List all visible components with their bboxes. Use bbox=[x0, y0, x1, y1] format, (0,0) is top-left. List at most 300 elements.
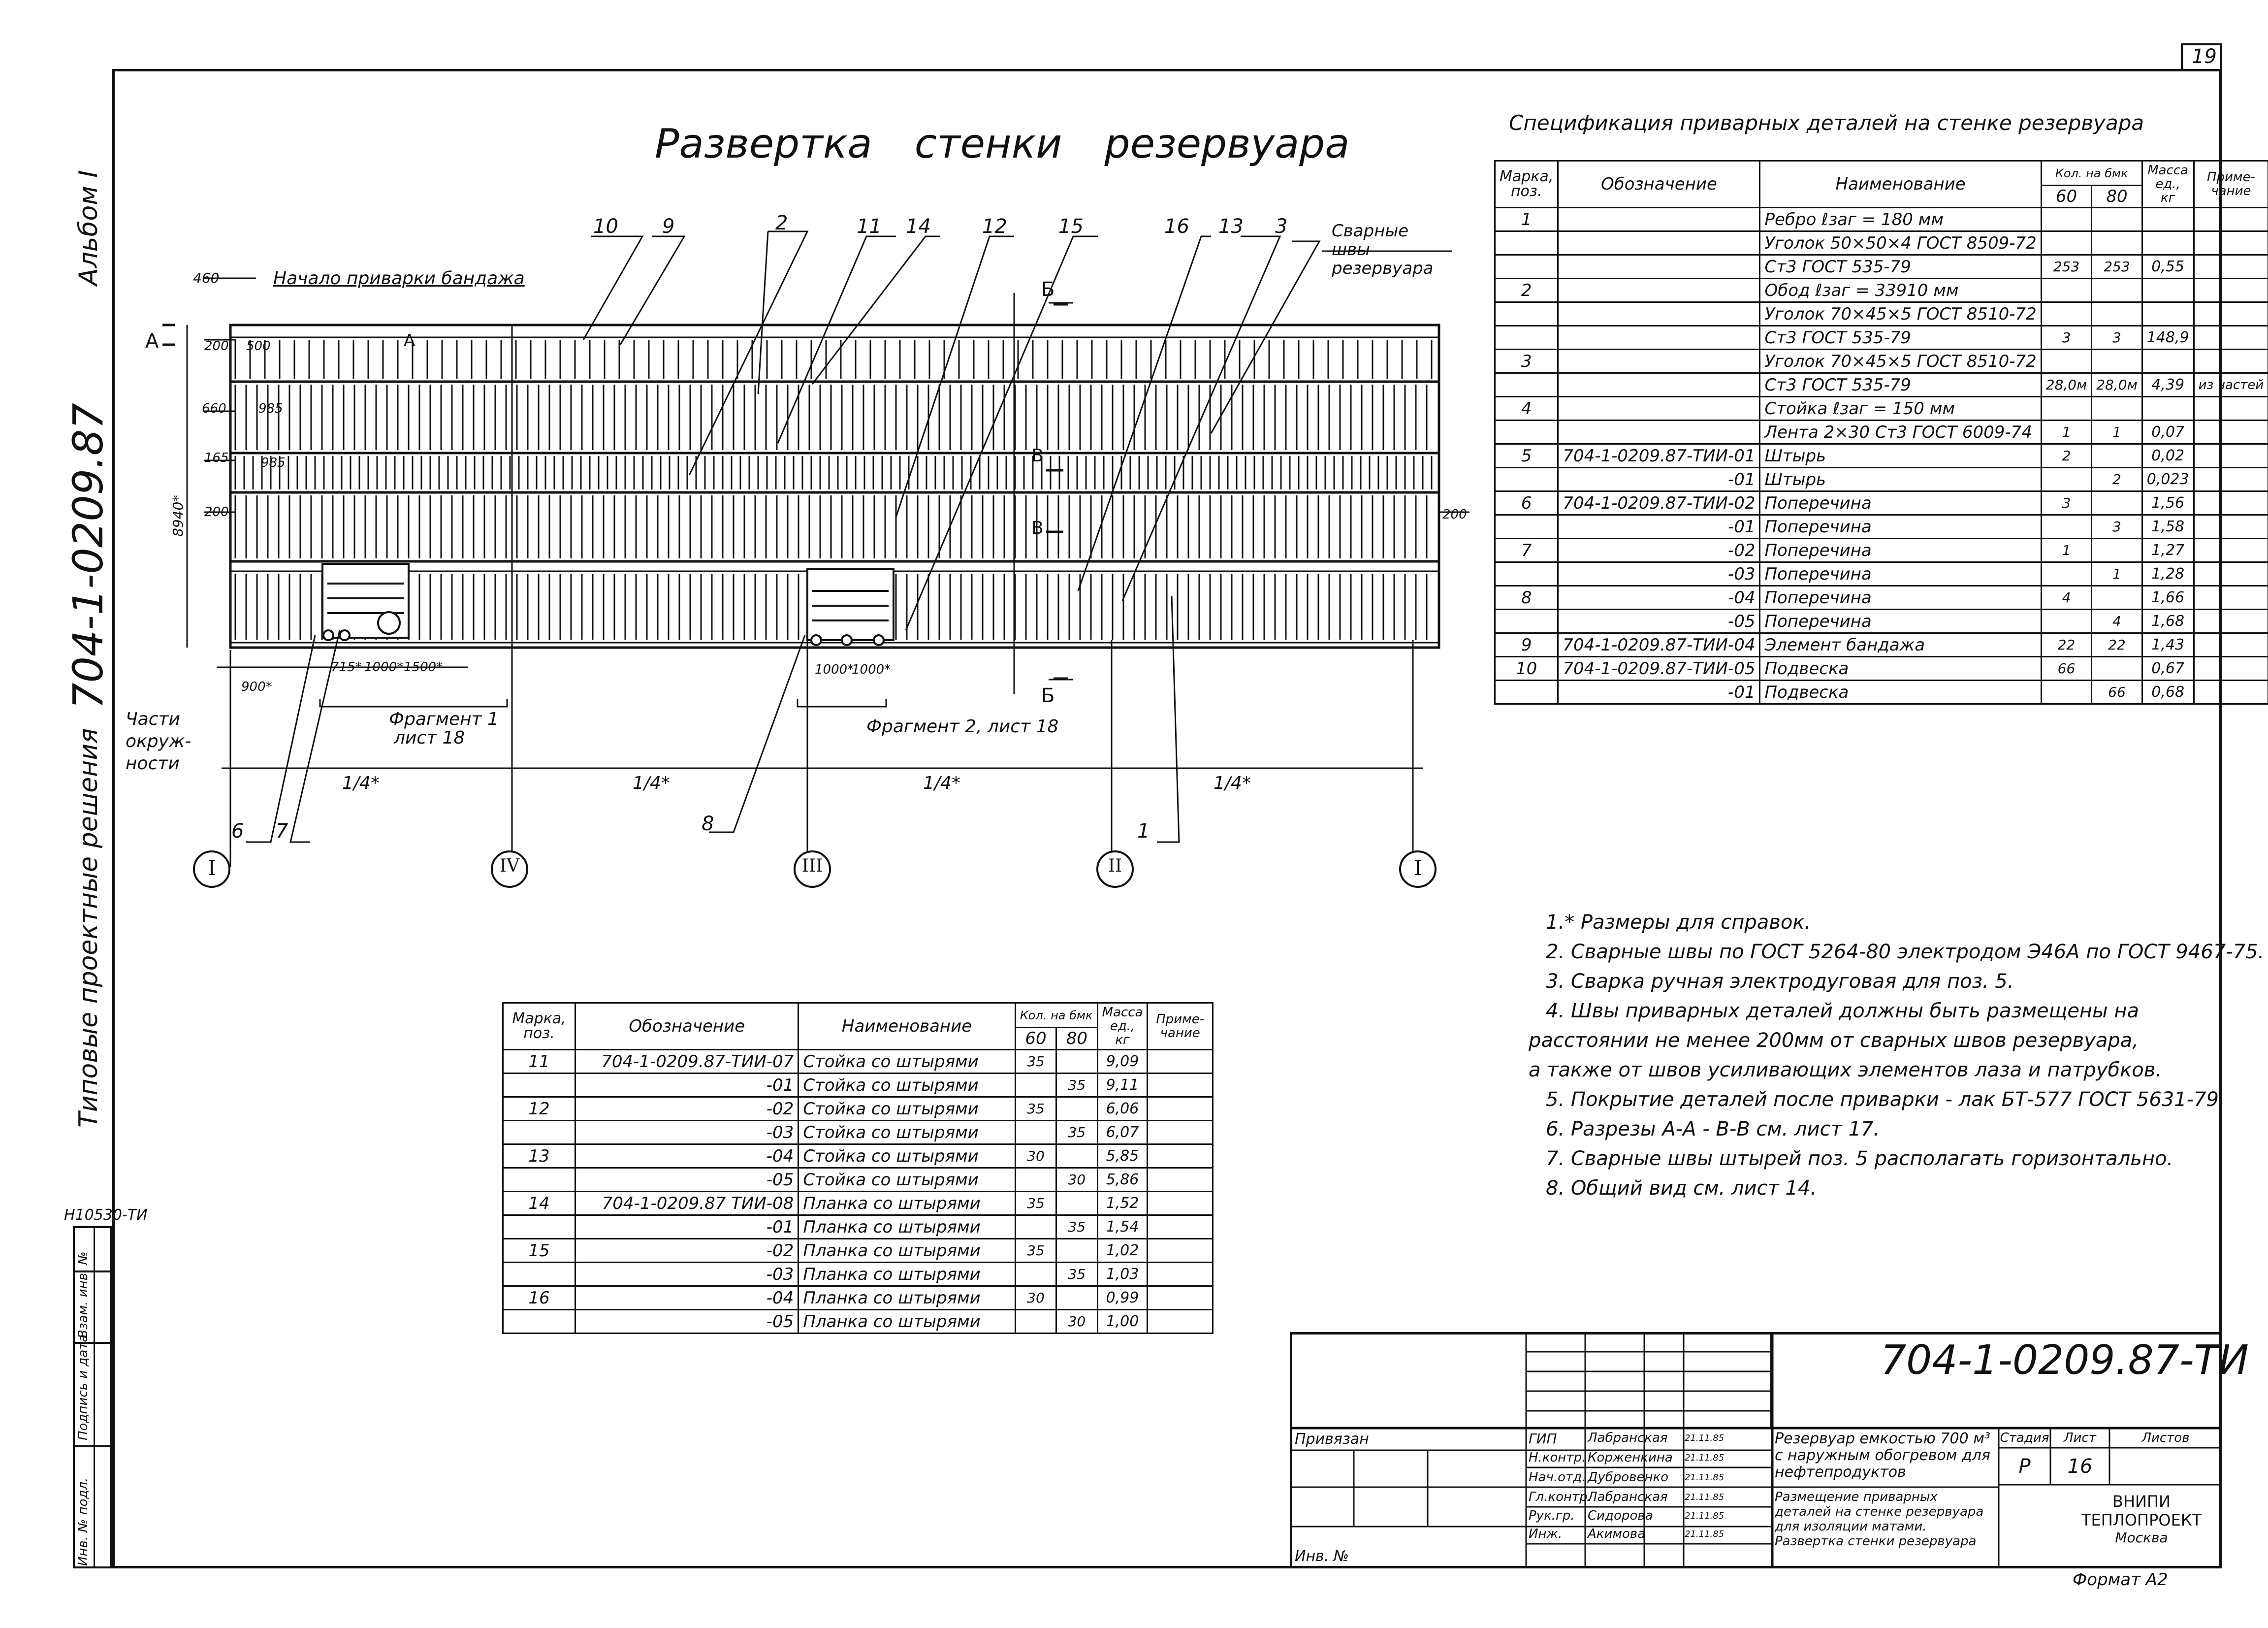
spec-des: 704-1-0209.87-ТИИ-04 bbox=[1558, 633, 1760, 657]
spec-q80 bbox=[2092, 302, 2142, 326]
hdr-mass: Масса ед., кг bbox=[2142, 161, 2194, 208]
tb-date-4: 21.11.85 bbox=[1685, 1492, 1725, 1502]
spec-des bbox=[1558, 326, 1760, 350]
tb-sheets-h: Листов bbox=[2141, 1431, 2190, 1445]
spec2-q60 bbox=[1015, 1310, 1056, 1334]
hdr-note: Приме- чание bbox=[2194, 161, 2268, 208]
tb-privyazan: Привязан bbox=[1295, 1431, 1369, 1448]
table-row bbox=[503, 1144, 1213, 1168]
tb-inv: Инв. № bbox=[1295, 1548, 1349, 1565]
spec-name: Ст3 ГОСТ 535-79 bbox=[1760, 373, 2041, 397]
spec-mass: 148,9 bbox=[2142, 326, 2194, 350]
spec-q60 bbox=[2041, 397, 2091, 421]
table-row bbox=[1495, 302, 2268, 326]
spec2-name: Стойка со штырями bbox=[799, 1121, 1015, 1144]
spec-des: 704-1-0209.87-ТИИ-01 bbox=[1558, 444, 1760, 468]
table-row bbox=[1495, 231, 2268, 255]
spec-des: -01 bbox=[1558, 515, 1760, 539]
spec-mass: 1,43 bbox=[2142, 633, 2194, 657]
spec2-q80 bbox=[1056, 1239, 1097, 1263]
quarter-1: 1/4* bbox=[342, 773, 380, 793]
spec-q60: 253 bbox=[2041, 255, 2091, 279]
tb-role-6: Инж. bbox=[1529, 1527, 1563, 1541]
note-4c: а также от швов усиливающих элементов лаза и патрубков. bbox=[1529, 1059, 2162, 1081]
tb-format: Формат А2 bbox=[2073, 1570, 2168, 1590]
axis-label-4: IV bbox=[499, 856, 520, 876]
hdr2-mark: Марка, поз. bbox=[503, 1003, 575, 1050]
spec-mass: 1,68 bbox=[2142, 610, 2194, 633]
dim-660: 660 bbox=[202, 401, 226, 416]
quarter-4: 1/4* bbox=[1214, 773, 1251, 793]
table-row bbox=[1495, 657, 2268, 681]
hdr2-80: 80 bbox=[1056, 1028, 1097, 1050]
callout-10: 10 bbox=[593, 215, 618, 238]
dim-985b: 985 bbox=[261, 456, 286, 470]
fragment-plates bbox=[322, 564, 894, 645]
table-row bbox=[503, 1192, 1213, 1215]
spec-name: Элемент бандажа bbox=[1760, 633, 2041, 657]
spec-q60 bbox=[2041, 681, 2091, 704]
spec-name: Уголок 50×50×4 ГОСТ 8509-72 bbox=[1760, 231, 2041, 255]
spec-q80: 253 bbox=[2092, 255, 2142, 279]
table-row bbox=[1495, 468, 2268, 491]
spec2-q80: 35 bbox=[1056, 1263, 1097, 1286]
spec-note bbox=[2194, 350, 2268, 373]
tb-stage: Р bbox=[2018, 1455, 2031, 1478]
spec-mark: 9 bbox=[1495, 633, 1558, 657]
spec2-des: 704-1-0209.87 ТИИ-08 bbox=[575, 1192, 799, 1215]
dim-1000c: 1000* bbox=[852, 662, 891, 677]
spec2-mass: 9,09 bbox=[1097, 1050, 1148, 1074]
dim-165: 165 bbox=[204, 451, 229, 465]
spec2-mass: 0,99 bbox=[1097, 1286, 1148, 1310]
tb-date-3: 21.11.85 bbox=[1685, 1472, 1725, 1483]
spec-mass bbox=[2142, 279, 2194, 302]
spec-q60: 3 bbox=[2041, 326, 2091, 350]
spec-q80 bbox=[2092, 397, 2142, 421]
spec2-q80: 35 bbox=[1056, 1215, 1097, 1239]
spec-q80 bbox=[2092, 444, 2142, 468]
spec-mass: 0,023 bbox=[2142, 468, 2194, 491]
spec-mass: 4,39 bbox=[2142, 373, 2194, 397]
quarter-2: 1/4* bbox=[633, 773, 670, 793]
spec2-note bbox=[1148, 1097, 1213, 1121]
spec-note bbox=[2194, 444, 2268, 468]
note-5: 5. Покрытие деталей после приварки - лак БТ-577 ГОСТ 5631-79. bbox=[1546, 1088, 2225, 1111]
spec2-note bbox=[1148, 1239, 1213, 1263]
spec-q80: 3 bbox=[2092, 515, 2142, 539]
spec2-mark bbox=[503, 1121, 575, 1144]
spec-mark: 2 bbox=[1495, 279, 1558, 302]
spec-note bbox=[2194, 302, 2268, 326]
spec-q80 bbox=[2092, 231, 2142, 255]
spec-des: -02 bbox=[1558, 539, 1760, 562]
spec-mark bbox=[1495, 681, 1558, 704]
spec-name: Поперечина bbox=[1760, 491, 2041, 515]
spec2-mass: 5,85 bbox=[1097, 1144, 1148, 1168]
spec-q60: 28,0м bbox=[2041, 373, 2091, 397]
spec-mass: 1,56 bbox=[2142, 491, 2194, 515]
spec-mass bbox=[2142, 350, 2194, 373]
hdr-60: 60 bbox=[2041, 186, 2091, 208]
note-4: 4. Швы приварных деталей должны быть размещены на bbox=[1546, 1000, 2139, 1022]
spec2-des: -02 bbox=[575, 1097, 799, 1121]
spec2-mass: 1,00 bbox=[1097, 1310, 1148, 1334]
dim-985a: 985 bbox=[258, 401, 283, 416]
spec-name: Штырь bbox=[1760, 444, 2041, 468]
callout-1: 1 bbox=[1137, 820, 1150, 843]
spec2-name: Стойка со штырями bbox=[799, 1074, 1015, 1097]
spec-q80: 2 bbox=[2092, 468, 2142, 491]
spec-note bbox=[2194, 562, 2268, 586]
tb-role-1: ГИП bbox=[1529, 1431, 1557, 1447]
spec-mark: 7 bbox=[1495, 539, 1558, 562]
spec-des: -01 bbox=[1558, 681, 1760, 704]
spec2-q60: 35 bbox=[1015, 1050, 1056, 1074]
spec-mass: 1,66 bbox=[2142, 586, 2194, 610]
table-row bbox=[1495, 350, 2268, 373]
table-row bbox=[1495, 208, 2268, 231]
spec-mark bbox=[1495, 302, 1558, 326]
spec-des bbox=[1558, 231, 1760, 255]
spec2-q60 bbox=[1015, 1121, 1056, 1144]
spec-name: Лента 2×30 Ст3 ГОСТ 6009-74 bbox=[1760, 421, 2041, 444]
spec-des bbox=[1558, 255, 1760, 279]
spec-des bbox=[1558, 208, 1760, 231]
section-a-left: А bbox=[145, 330, 159, 353]
spec-mark: 3 bbox=[1495, 350, 1558, 373]
spec2-q80 bbox=[1056, 1144, 1097, 1168]
spec-note bbox=[2194, 586, 2268, 610]
table-row bbox=[503, 1215, 1213, 1239]
spec2-name: Стойка со штырями bbox=[799, 1144, 1015, 1168]
spec2-q80: 30 bbox=[1056, 1310, 1097, 1334]
tb-sheet: 16 bbox=[2067, 1455, 2093, 1478]
spec-note bbox=[2194, 657, 2268, 681]
spec-q80 bbox=[2092, 208, 2142, 231]
spec-mass: 0,02 bbox=[2142, 444, 2194, 468]
tb-name-1: Лабранская bbox=[1588, 1431, 1668, 1445]
spec-name: Поперечина bbox=[1760, 586, 2041, 610]
spec2-mass: 5,86 bbox=[1097, 1168, 1148, 1192]
spec-des bbox=[1558, 302, 1760, 326]
table-row bbox=[1495, 255, 2268, 279]
tb-role-4: Гл.контр. bbox=[1529, 1490, 1592, 1504]
spec2-name: Планка со штырями bbox=[799, 1239, 1015, 1263]
callout-9: 9 bbox=[662, 215, 675, 238]
spec-des: -05 bbox=[1558, 610, 1760, 633]
spec2-mass: 1,03 bbox=[1097, 1263, 1148, 1286]
label-fragment2: Фрагмент 2, лист 18 bbox=[866, 716, 1059, 737]
tb-object: Резервуар емкостью 700 м³ с наружным обогревом для нефтепродуктов bbox=[1775, 1430, 1990, 1481]
label-parts-b: окруж- bbox=[126, 731, 192, 751]
margin-inv: Инв. № подл. bbox=[76, 1477, 91, 1566]
spec-des bbox=[1558, 397, 1760, 421]
leader-lines bbox=[246, 231, 1452, 842]
callout-11: 11 bbox=[857, 215, 882, 238]
spec-table-2 bbox=[502, 1002, 1214, 1334]
callout-13: 13 bbox=[1218, 215, 1244, 238]
spec2-note bbox=[1148, 1168, 1213, 1192]
callout-2: 2 bbox=[775, 212, 788, 234]
spec2-note bbox=[1148, 1286, 1213, 1310]
spec2-q60: 35 bbox=[1015, 1239, 1056, 1263]
spec-mass: 0,07 bbox=[2142, 421, 2194, 444]
archive-code: Н10530-ТИ bbox=[64, 1206, 148, 1224]
spec-q60 bbox=[2041, 515, 2091, 539]
table-row bbox=[1495, 491, 2268, 515]
spec-q60: 1 bbox=[2041, 539, 2091, 562]
spec2-q60 bbox=[1015, 1215, 1056, 1239]
spec-note: из частей bbox=[2194, 373, 2268, 397]
margin-sign: Подпись и дата bbox=[76, 1334, 91, 1440]
spec-mark bbox=[1495, 610, 1558, 633]
spec2-des: -05 bbox=[575, 1310, 799, 1334]
spec2-q60: 30 bbox=[1015, 1144, 1056, 1168]
spec-note bbox=[2194, 610, 2268, 633]
spec-des: -01 bbox=[1558, 468, 1760, 491]
table-row bbox=[1495, 562, 2268, 586]
spec2-mass: 6,07 bbox=[1097, 1121, 1148, 1144]
axis-label-1-right: I bbox=[1413, 856, 1422, 880]
spec-q80: 1 bbox=[2092, 421, 2142, 444]
spec2-mark bbox=[503, 1263, 575, 1286]
tb-name-4: Лабранская bbox=[1588, 1490, 1668, 1504]
label-tank-welds: Сварные швы резервуара bbox=[1332, 221, 1434, 278]
spec-des bbox=[1558, 350, 1760, 373]
spec-mass: 1,27 bbox=[2142, 539, 2194, 562]
spec-mark bbox=[1495, 255, 1558, 279]
dim-1000a: 1000* bbox=[364, 660, 404, 675]
spec-des bbox=[1558, 373, 1760, 397]
spec-note bbox=[2194, 397, 2268, 421]
callout-16: 16 bbox=[1164, 215, 1189, 238]
spec-mass: 1,58 bbox=[2142, 515, 2194, 539]
table-row bbox=[503, 1168, 1213, 1192]
section-b-top: Б bbox=[1041, 278, 1055, 301]
table-row bbox=[503, 1239, 1213, 1263]
spec-mark: 5 bbox=[1495, 444, 1558, 468]
spec-q60 bbox=[2041, 610, 2091, 633]
tb-org3: Москва bbox=[2115, 1530, 2168, 1546]
margin-divider bbox=[94, 1226, 95, 1568]
spec-note bbox=[2194, 421, 2268, 444]
callout-12: 12 bbox=[982, 215, 1007, 238]
spec-note bbox=[2194, 468, 2268, 491]
spec2-mark: 14 bbox=[503, 1192, 575, 1215]
label-start-of-band: Начало приварки бандажа bbox=[273, 268, 525, 289]
spec-mark: 10 bbox=[1495, 657, 1558, 681]
spec-q60 bbox=[2041, 562, 2091, 586]
spec-name: Обод ℓзаг = 33910 мм bbox=[1760, 279, 2041, 302]
callout-15: 15 bbox=[1058, 215, 1084, 238]
spec-q60 bbox=[2041, 468, 2091, 491]
spec-name: Поперечина bbox=[1760, 562, 2041, 586]
spec2-q80 bbox=[1056, 1192, 1097, 1215]
spec-table bbox=[1494, 160, 2268, 705]
spec-name: Штырь bbox=[1760, 468, 2041, 491]
spec-note bbox=[2194, 326, 2268, 350]
tb-name-3: Дубровенко bbox=[1588, 1470, 1669, 1485]
note-8: 8. Общий вид см. лист 14. bbox=[1546, 1177, 1817, 1200]
margin-divider bbox=[73, 1445, 112, 1447]
spec2-mark: 15 bbox=[503, 1239, 575, 1263]
spec-name: Подвеска bbox=[1760, 681, 2041, 704]
callout-7: 7 bbox=[276, 820, 288, 843]
table-row bbox=[503, 1097, 1213, 1121]
spec-mark bbox=[1495, 468, 1558, 491]
dim-200r: 200 bbox=[1442, 507, 1467, 522]
tb-role-5: Рук.гр. bbox=[1529, 1508, 1575, 1523]
spec-q80 bbox=[2092, 539, 2142, 562]
wall-development-drawing bbox=[0, 0, 1501, 936]
spec-mass: 1,28 bbox=[2142, 562, 2194, 586]
table-row bbox=[503, 1074, 1213, 1097]
spec-mass: 0,68 bbox=[2142, 681, 2194, 704]
spec2-mark: 12 bbox=[503, 1097, 575, 1121]
spec-des bbox=[1558, 421, 1760, 444]
spec-q80 bbox=[2092, 279, 2142, 302]
spec-note bbox=[2194, 515, 2268, 539]
spec-q60: 66 bbox=[2041, 657, 2091, 681]
spec-mark bbox=[1495, 421, 1558, 444]
quarter-3: 1/4* bbox=[923, 773, 960, 793]
spec-note bbox=[2194, 255, 2268, 279]
tb-code: 704-1-0209.87-ТИ bbox=[1881, 1337, 2249, 1384]
label-fragment1: Фрагмент 1 bbox=[389, 709, 499, 729]
spec-q80 bbox=[2092, 491, 2142, 515]
spec-mass bbox=[2142, 208, 2194, 231]
table-row bbox=[503, 1121, 1213, 1144]
hdr2-60: 60 bbox=[1015, 1028, 1056, 1050]
callout-3: 3 bbox=[1275, 215, 1288, 238]
spec2-mark: 11 bbox=[503, 1050, 575, 1074]
tb-date-6: 21.11.85 bbox=[1685, 1529, 1725, 1539]
album-label: Альбом I bbox=[74, 170, 103, 286]
hdr-qty: Кол. на бмк bbox=[2041, 161, 2142, 186]
drawing-title: Развертка стенки резервуара bbox=[655, 121, 1350, 167]
note-4b: расстоянии не менее 200мм от сварных швов резервуара, bbox=[1529, 1029, 2139, 1052]
spec2-q60 bbox=[1015, 1168, 1056, 1192]
side-series: Типовые проектные решения bbox=[74, 728, 103, 1128]
dim-460: 460 bbox=[193, 270, 220, 286]
spec2-q60 bbox=[1015, 1074, 1056, 1097]
spec-q60: 4 bbox=[2041, 586, 2091, 610]
dim-1000b: 1000* bbox=[815, 662, 854, 677]
table-row bbox=[1495, 681, 2268, 704]
section-v-bottom: В bbox=[1031, 518, 1044, 538]
dim-8940: 8940* bbox=[170, 494, 186, 537]
spec-name: Ст3 ГОСТ 535-79 bbox=[1760, 326, 2041, 350]
hdr2-note: Приме- чание bbox=[1148, 1003, 1213, 1050]
spec-mark bbox=[1495, 326, 1558, 350]
spec-q80 bbox=[2092, 350, 2142, 373]
spec2-name: Стойка со штырями bbox=[799, 1050, 1015, 1074]
table-row bbox=[1495, 586, 2268, 610]
spec-name: Ст3 ГОСТ 535-79 bbox=[1760, 255, 2041, 279]
spec2-q60: 35 bbox=[1015, 1097, 1056, 1121]
spec-q60: 2 bbox=[2041, 444, 2091, 468]
spec-q80: 22 bbox=[2092, 633, 2142, 657]
table-row bbox=[503, 1286, 1213, 1310]
dim-900: 900* bbox=[241, 680, 272, 694]
tb-date-5: 21.11.85 bbox=[1685, 1511, 1725, 1521]
sheet-number: 19 bbox=[2192, 45, 2217, 68]
spec-note bbox=[2194, 633, 2268, 657]
hdr-80: 80 bbox=[2092, 186, 2142, 208]
spec-des bbox=[1558, 279, 1760, 302]
spec2-mark bbox=[503, 1168, 575, 1192]
spec2-q80: 30 bbox=[1056, 1168, 1097, 1192]
section-v-top: В bbox=[1031, 446, 1044, 466]
dim-200b: 200 bbox=[204, 505, 229, 520]
spec-note bbox=[2194, 231, 2268, 255]
spec-mark: 1 bbox=[1495, 208, 1558, 231]
spec-mark bbox=[1495, 231, 1558, 255]
spec-name: Подвеска bbox=[1760, 657, 2041, 681]
spec-mass bbox=[2142, 231, 2194, 255]
spec2-des: -03 bbox=[575, 1263, 799, 1286]
side-code: 704-1-0209.87 bbox=[64, 403, 112, 709]
margin-vzam: Взам. инв. № bbox=[76, 1251, 91, 1338]
table-row bbox=[1495, 373, 2268, 397]
spec-mass: 0,55 bbox=[2142, 255, 2194, 279]
spec2-mass: 6,06 bbox=[1097, 1097, 1148, 1121]
spec2-mass: 1,54 bbox=[1097, 1215, 1148, 1239]
axis-label-3: III bbox=[801, 856, 823, 876]
table-row bbox=[1495, 421, 2268, 444]
table-row bbox=[1495, 326, 2268, 350]
spec-mark: 6 bbox=[1495, 491, 1558, 515]
spec2-des: -01 bbox=[575, 1074, 799, 1097]
spec2-note bbox=[1148, 1121, 1213, 1144]
spec-des: -04 bbox=[1558, 586, 1760, 610]
spec-q80: 4 bbox=[2092, 610, 2142, 633]
spec2-note bbox=[1148, 1050, 1213, 1074]
hdr2-designation: Обозначение bbox=[575, 1003, 799, 1050]
tb-date-2: 21.11.85 bbox=[1685, 1453, 1725, 1463]
spec-q60: 1 bbox=[2041, 421, 2091, 444]
hdr2-qty: Кол. на бмк bbox=[1015, 1003, 1097, 1028]
spec2-name: Стойка со штырями bbox=[799, 1097, 1015, 1121]
spec2-name: Планка со штырями bbox=[799, 1263, 1015, 1286]
spec2-mark bbox=[503, 1310, 575, 1334]
spec2-q80 bbox=[1056, 1050, 1097, 1074]
spec2-name: Планка со штырями bbox=[799, 1286, 1015, 1310]
spec-q80 bbox=[2092, 586, 2142, 610]
table-row bbox=[1495, 397, 2268, 421]
spec-q60: 22 bbox=[2041, 633, 2091, 657]
hdr2-mass: Масса ед., кг bbox=[1097, 1003, 1148, 1050]
spec2-mark: 13 bbox=[503, 1144, 575, 1168]
spec2-q80: 35 bbox=[1056, 1121, 1097, 1144]
tb-org1: ВНИПИ bbox=[2112, 1492, 2171, 1511]
note-7: 7. Сварные швы штырей поз. 5 располагать горизонтально. bbox=[1546, 1147, 2173, 1170]
spec-mass bbox=[2142, 302, 2194, 326]
tb-date-1: 21.11.85 bbox=[1685, 1433, 1725, 1443]
table-row bbox=[503, 1310, 1213, 1334]
spec-des: 704-1-0209.87-ТИИ-02 bbox=[1558, 491, 1760, 515]
hdr-name: Наименование bbox=[1760, 161, 2041, 208]
spec2-des: -01 bbox=[575, 1215, 799, 1239]
spec2-des: -03 bbox=[575, 1121, 799, 1144]
spec2-name: Стойка со штырями bbox=[799, 1168, 1015, 1192]
spec2-des: -04 bbox=[575, 1144, 799, 1168]
table-row bbox=[1495, 539, 2268, 562]
spec-note bbox=[2194, 279, 2268, 302]
spec2-name: Планка со штырями bbox=[799, 1310, 1015, 1334]
label-fragment1-sheet: лист 18 bbox=[394, 728, 465, 748]
